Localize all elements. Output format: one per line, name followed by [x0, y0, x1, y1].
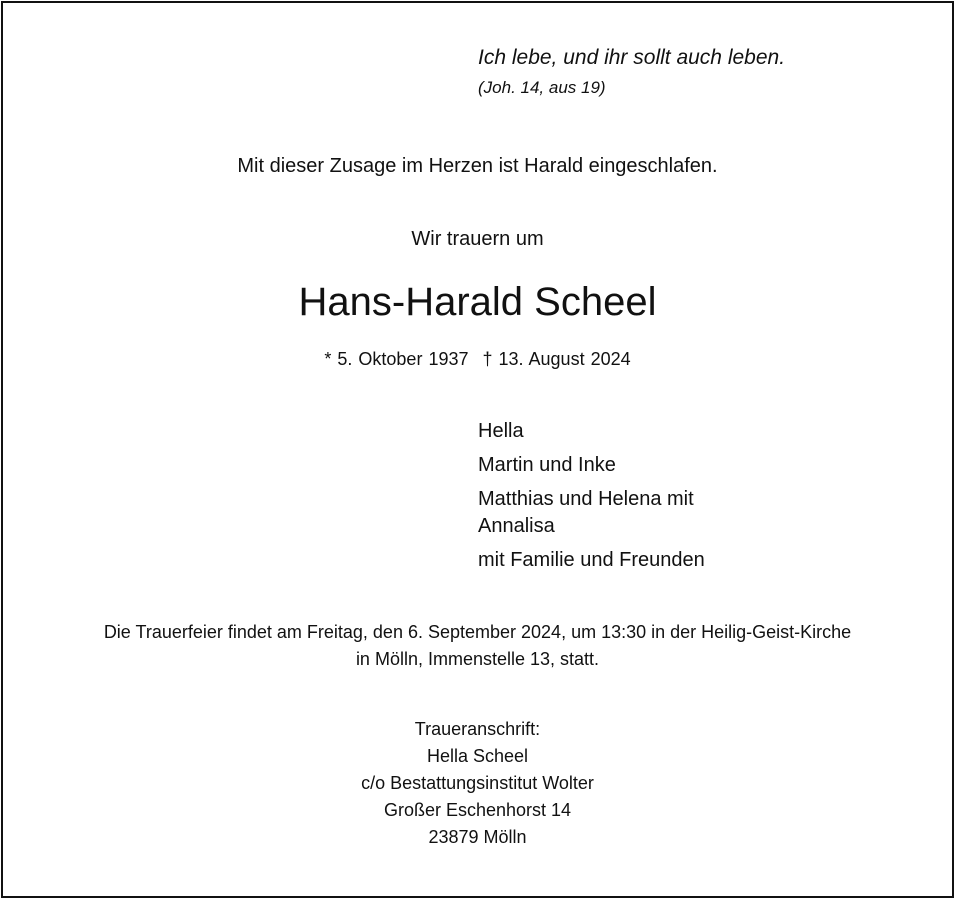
- address-label: Traueranschrift:: [414, 719, 541, 739]
- service-info: [0, 619, 955, 673]
- family-entry-hella: Hella: [478, 420, 524, 442]
- address-street: Großer Eschenhorst 14: [383, 800, 572, 820]
- bible-quote: Ich lebe, und ihr sollt auch leben.: [478, 46, 786, 69]
- mourning-address: [0, 716, 955, 851]
- deceased-name: Hans-Harald Scheel: [298, 280, 657, 324]
- address-name: Hella Scheel: [426, 746, 529, 766]
- family-entry-annalisa: Annalisa: [478, 515, 555, 537]
- address-care-of: c/o Bestattungsinstitut Wolter: [361, 773, 594, 793]
- service-line-2: in Mölln, Immenstelle 13, statt.: [355, 649, 600, 669]
- family-entry-friends: mit Familie und Freunden: [478, 549, 705, 571]
- bible-reference: (Joh. 14, aus 19): [478, 78, 606, 97]
- address-city: 23879 Mölln: [428, 827, 527, 847]
- death-date: † 13. August 2024: [482, 349, 631, 369]
- birth-date: * 5. Oktober 1937: [324, 349, 469, 369]
- intro-text: Mit dieser Zusage im Herzen ist Harald eingeschlafen.: [237, 155, 718, 177]
- service-line-1: Die Trauerfeier findet am Freitag, den 6. September 2024, um 13:30 in der Heilig-Geist-Kirche: [103, 622, 852, 642]
- life-dates: [0, 349, 955, 370]
- mourning-line: Wir trauern um: [411, 228, 544, 250]
- family-list: [478, 418, 705, 581]
- family-entry-matthias-helena: Matthias und Helena mit: [478, 488, 694, 510]
- family-entry-martin-inke: Martin und Inke: [478, 454, 616, 476]
